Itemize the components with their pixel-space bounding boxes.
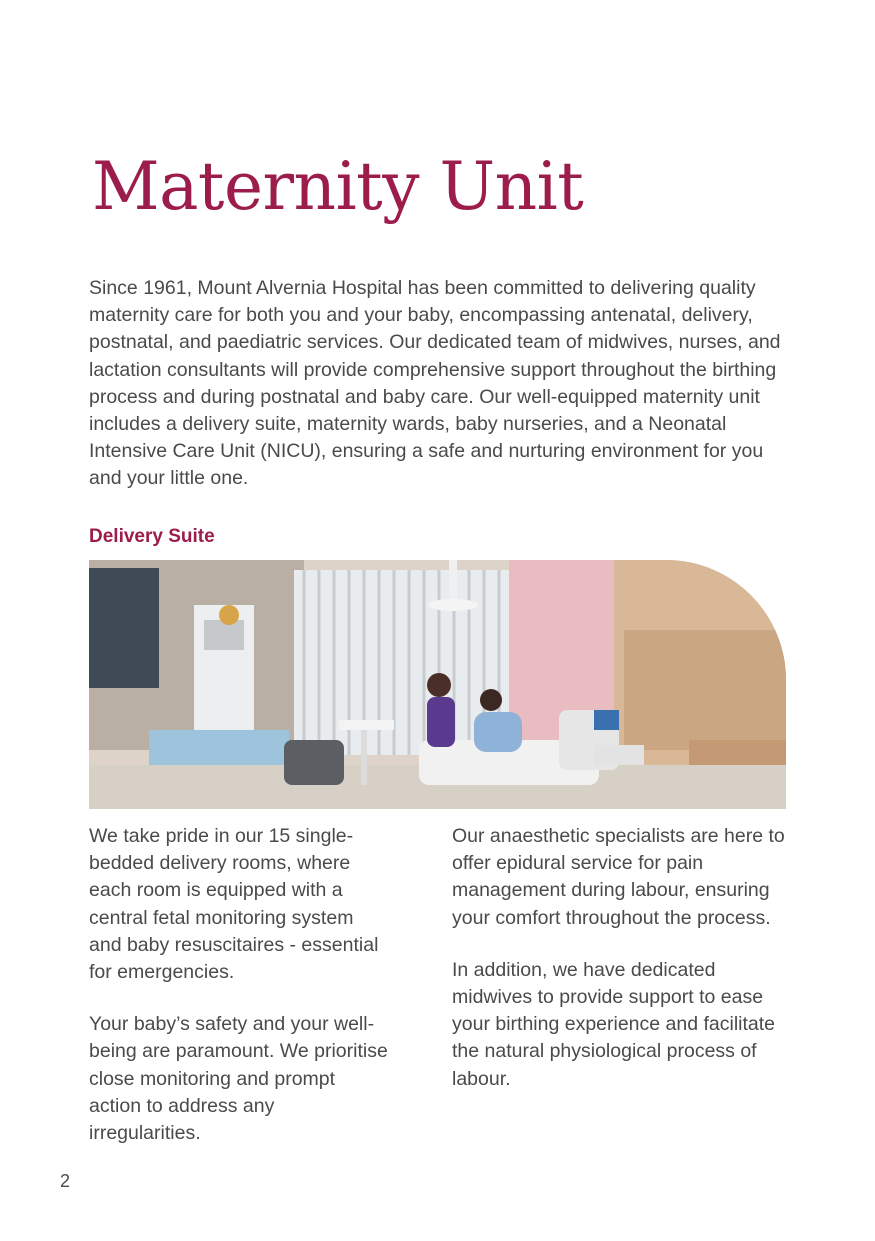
left-paragraph-safety: Your baby’s safety and your well-being are paramount. We prioritise close monitoring and prompt action to address any irregularities. bbox=[89, 1013, 388, 1145]
left-paragraph-rooms: We take pride in our 15 single-bedded delivery rooms, where each room is equipped with a central fetal monitoring system and baby resuscitaires - essential for emergencies. bbox=[89, 825, 379, 984]
page-number: 2 bbox=[60, 1171, 71, 1191]
right-paragraph-midwives: In addition, we have dedicated midwives to provide support to ease your birthing experience and facilitate the natural physiological process of labour. bbox=[452, 958, 776, 1090]
right-paragraph-anaesthetic: Our anaesthetic specialists are here to offer epidural service for pain management during labour, ensuring your comfort throughout the process. bbox=[452, 825, 785, 929]
page-title: Maternity Unit bbox=[92, 148, 584, 225]
section-heading-delivery-suite: Delivery Suite bbox=[89, 526, 215, 547]
delivery-suite-right-column bbox=[452, 823, 787, 1093]
delivery-suite-photo bbox=[89, 560, 786, 809]
intro-paragraph: Since 1961, Mount Alvernia Hospital has been committed to delivering quality maternity care for both you and your baby, encompassing antenatal, delivery, postnatal, and paediatric services. Our dedicated team of midwives, nurses, and lactation consultants will provide comprehensive support throughout the birthing process and during postnatal and baby care. Our well-equipped maternity unit includes a delivery suite, maternity wards, baby nurseries, and a Neonatal Intensive Care Unit (NICU), ensuring a safe and nurturing environment for you and your little one. bbox=[89, 277, 781, 490]
delivery-suite-left-column bbox=[89, 823, 389, 1147]
